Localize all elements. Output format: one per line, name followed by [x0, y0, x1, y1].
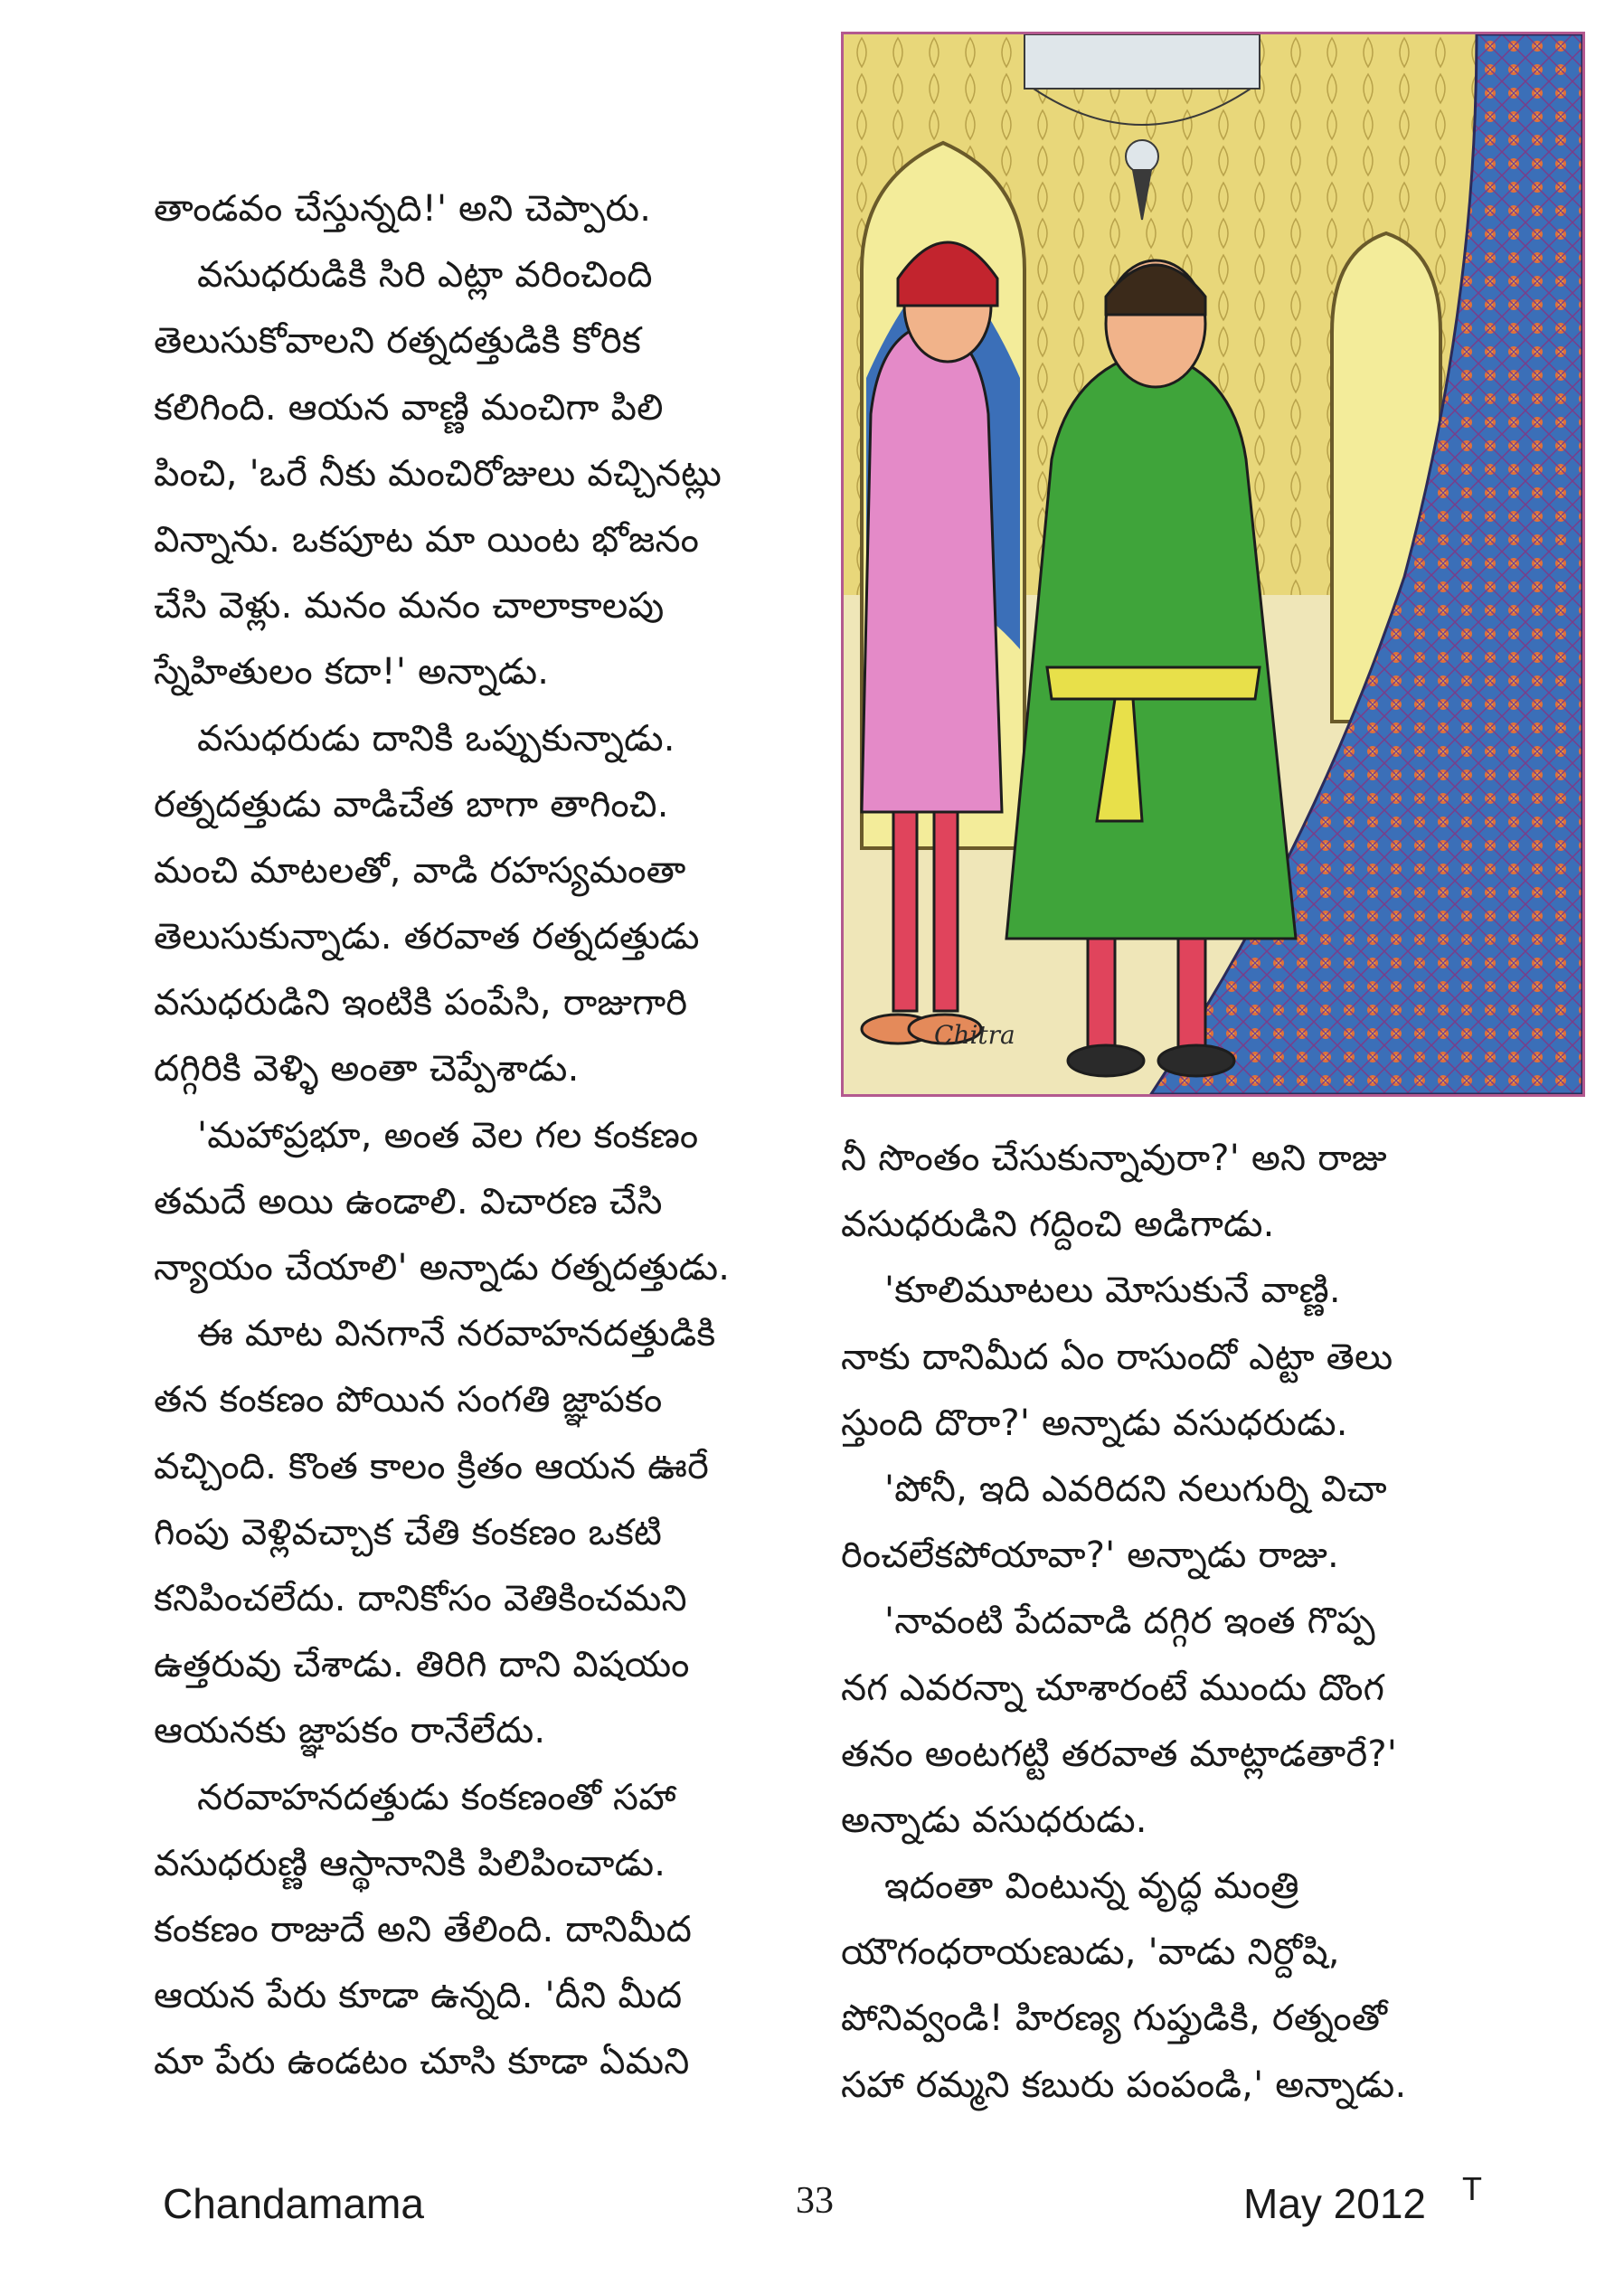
text-line: యౌగంధరాయణుడు, 'వాడు నిర్దోషి,: [841, 1931, 1340, 1974]
text-line: వసుధరుడిని ఇంటికి పంపేసి, రాజుగారి: [154, 982, 688, 1024]
story-illustration: [841, 32, 1585, 1097]
text-line: వసుధరుడిని గద్దించి అడిగాడు.: [841, 1204, 1275, 1246]
text-line: స్నేహితులం కదా!' అన్నాడు.: [154, 651, 550, 694]
text-line: నాకు దానిమీద ఏం రాసుందో ఎట్టా తెలు: [841, 1336, 1393, 1378]
text-line: అన్నాడు వసుధరుడు.: [841, 1799, 1147, 1841]
text-line: 'నావంటి పేదవాడి దగ్గిర ఇంత గొప్ప: [884, 1600, 1375, 1643]
text-line: 'మహాప్రభూ, అంత వెల గల కంకణం: [197, 1114, 699, 1157]
text-line: విన్నాను. ఒకపూట మా యింట భోజనం: [154, 518, 700, 561]
text-line: తన కంకణం పోయిన సంగతి జ్ఞాపకం: [154, 1379, 663, 1421]
text-line: వసుధరుడు దానికి ఒప్పుకున్నాడు.: [197, 717, 675, 760]
text-line: తమదే అయి ఉండాలి. విచారణ చేసి: [154, 1180, 663, 1223]
text-line: వసుధరుడికి సిరి ఎట్లా వరించింది: [197, 254, 653, 297]
text-line: నరవాహనదత్తుడు కంకణంతో సహా: [197, 1776, 676, 1818]
illustration-svg: [844, 34, 1582, 1094]
text-line: ఉత్తరువు చేశాడు. తిరిగి దాని విషయం: [154, 1644, 690, 1686]
text-line: ఆయన పేరు కూడా ఉన్నది. 'దీని మీద: [154, 1975, 683, 2017]
right-text-column: [841, 1126, 1483, 2119]
text-line: తెలుసుకోవాలని రత్నదత్తుడికి కోరిక: [154, 320, 641, 363]
text-line: వచ్చింది. కొంత కాలం క్రితం ఆయన ఊరే: [154, 1445, 710, 1487]
text-line: కలిగింది. ఆయన వాణ్ణి మంచిగా పిలి: [154, 386, 664, 429]
text-line: తనం అంటగట్టి తరవాత మాట్లాడతారే?': [841, 1733, 1398, 1775]
text-line: 'కూలిమూటలు మోసుకునే వాణ్ణి.: [884, 1270, 1341, 1312]
text-line: వసుధరుణ్ణి ఆస్థానానికి పిలిపించాడు.: [154, 1842, 666, 1884]
text-line: తెలుసుకున్నాడు. తరవాత రత్నదత్తుడు: [154, 916, 700, 958]
text-line: ఇదంతా వింటున్న వృద్ధ మంత్రి: [884, 1865, 1299, 1908]
text-line: గింపు వెళ్లివచ్చాక చేతి కంకణం ఒకటి: [154, 1511, 663, 1553]
illustration-signature: Chitra: [934, 1020, 1015, 1050]
text-line: 'పోనీ, ఇది ఎవరిదని నలుగుర్ని విచా: [884, 1468, 1387, 1510]
text-line: తాండవం చేస్తున్నది!' అని చెప్పారు.: [154, 188, 652, 230]
footer-magazine-name: Chandamama: [163, 2180, 424, 2227]
footer-page-number: 33: [796, 2180, 834, 2222]
text-line: మంచి మాటలతో, వాడి రహస్యమంతా: [154, 849, 686, 892]
text-line: కంకణం రాజుదే అని తేలింది. దానిమీద: [154, 1908, 693, 1950]
text-line: సహా రమ్మని కబురు పంపండి,' అన్నాడు.: [841, 2063, 1407, 2106]
text-line: చేసి వెళ్లు. మనం మనం చాలాకాలపు: [154, 585, 665, 628]
text-line: పోనివ్వండి! హిరణ్య గుప్తుడికి, రత్నంతో: [841, 1997, 1388, 2040]
text-line: కనిపించలేదు. దానికోసం వెతికించమని: [154, 1577, 687, 1619]
text-line: రించలేకపోయావా?' అన్నాడు రాజు.: [841, 1534, 1339, 1577]
text-line: న్యాయం చేయాలి' అన్నాడు రత్నదత్తుడు.: [154, 1247, 731, 1289]
text-line: దగ్గిరికి వెళ్ళి అంతా చెప్పేశాడు.: [154, 1048, 580, 1091]
text-line: స్తుంది దొరా?' అన్నాడు వసుధరుడు.: [841, 1402, 1348, 1444]
footer-mark: T: [1462, 2170, 1482, 2207]
text-line: నగ ఎవరన్నా చూశారంటే ముందు దొంగ: [841, 1667, 1385, 1709]
text-line: నీ సొంతం చేసుకున్నావురా?' అని రాజు: [841, 1138, 1387, 1179]
text-line: ఈ మాట వినగానే నరవాహనదత్తుడికి: [197, 1313, 716, 1355]
text-line: పించి, 'ఒరే నీకు మంచిరోజులు వచ్చినట్లు: [154, 452, 722, 495]
text-line: ఆయనకు జ్ఞాపకం రానేలేదు.: [154, 1710, 546, 1752]
left-text-column: [154, 176, 796, 2095]
footer-issue-date: May 2012: [1243, 2180, 1427, 2227]
text-line: రత్నదత్తుడు వాడిచేత బాగా తాగించి.: [154, 783, 669, 826]
text-line: మా పేరు ఉండటం చూసి కూడా ఏమని: [154, 2041, 690, 2083]
